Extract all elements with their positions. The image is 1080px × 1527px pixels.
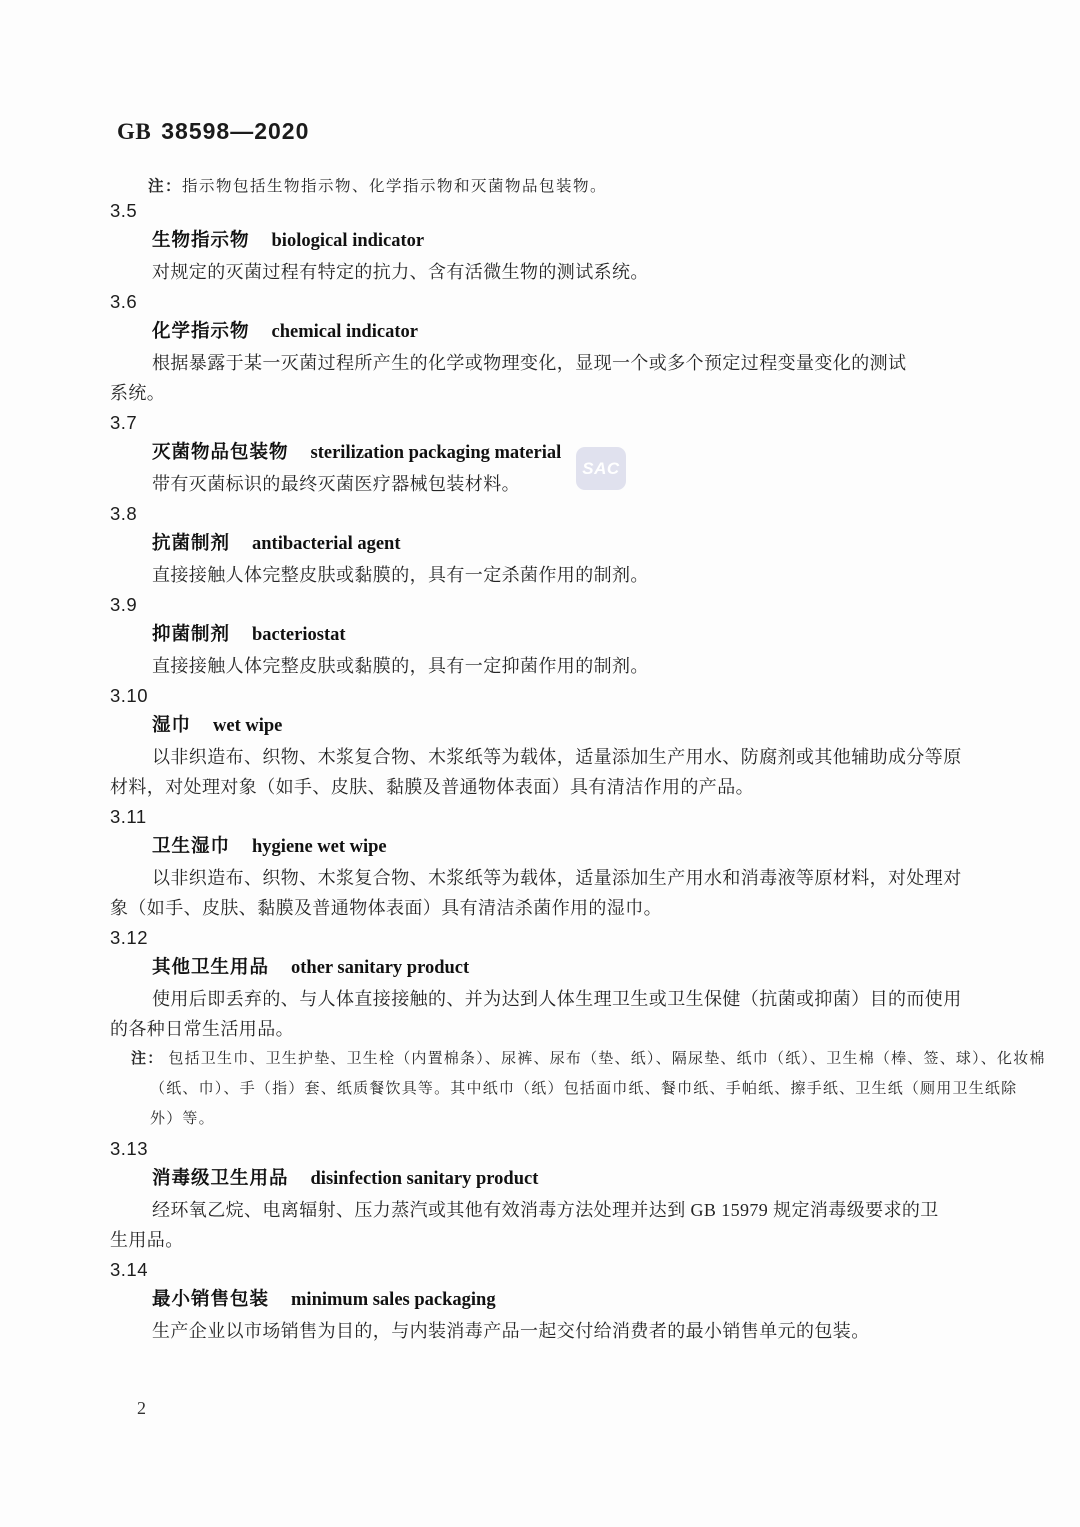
definition-item [110, 287, 968, 408]
term-chinese: 卫生湿巾 [152, 837, 231, 857]
definition-item [110, 802, 968, 923]
term-line [110, 620, 968, 651]
definition-text-line: 以非织造布、织物、木浆复合物、木浆纸等为载体，适量添加生产用水、防腐剂或其他辅助成分等原 [152, 747, 962, 767]
page-number: 2 [137, 1398, 146, 1418]
note-label: 注： [131, 1051, 164, 1067]
definition-item [110, 681, 968, 802]
clause-number: 3.9 [110, 594, 138, 615]
clause-number: 3.8 [110, 503, 138, 524]
clause-number: 3.5 [110, 200, 138, 221]
term-english: disinfection sanitary product [310, 1169, 539, 1189]
term-chinese: 湿巾 [152, 716, 192, 736]
term-english: minimum sales packaging [291, 1290, 496, 1310]
term-line [110, 529, 968, 560]
watermark-text: SAC [582, 458, 620, 478]
standard-prefix: GB [117, 119, 152, 144]
term-english: wet wipe [213, 716, 283, 736]
definition-item [110, 1255, 968, 1346]
term-line [110, 317, 968, 348]
definition-text-line: 对规定的灭菌过程有特定的抗力、含有活微生物的测试系统。 [152, 262, 649, 282]
definition-item [110, 196, 968, 287]
term-chinese: 生物指示物 [152, 231, 250, 251]
term-chinese: 消毒级卫生用品 [152, 1169, 289, 1189]
term-english: other sanitary product [291, 958, 470, 978]
term-line [110, 1285, 968, 1316]
definition-text-line: 根据暴露于某一灭菌过程所产生的化学或物理变化，显现一个或多个预定过程变量变化的测试 [152, 353, 907, 373]
definition-text-line: 的各种日常生活用品。 [110, 1019, 294, 1039]
note-text: 包括卫生巾、卫生护垫、卫生栓（内置棉条）、尿裤、尿布（垫、纸）、隔尿垫、纸巾（纸）、卫生棉（棒、签、球）、化妆棉 [168, 1051, 1046, 1067]
clause-number: 3.7 [110, 412, 138, 433]
clause-number: 3.11 [110, 806, 147, 827]
definition-text-line: 材料，对处理对象（如手、皮肤、黏膜及普通物体表面）具有清洁作用的产品。 [110, 777, 754, 797]
definition-text-line: 直接接触人体完整皮肤或黏膜的，具有一定抑菌作用的制剂。 [152, 656, 649, 676]
term-english: bacteriostat [252, 625, 346, 645]
standard-number-header [117, 118, 309, 145]
definition-item [110, 1134, 968, 1255]
definition-text-line: 系统。 [110, 383, 166, 403]
clause-number: 3.12 [110, 927, 149, 948]
term-english: hygiene wet wipe [252, 837, 387, 857]
definition-text-line: 象（如手、皮肤、黏膜及普通物体表面）具有清洁杀菌作用的湿巾。 [110, 898, 662, 918]
definition-item [110, 923, 1046, 1134]
definition-text-line: 生用品。 [110, 1230, 184, 1250]
definitions-list [110, 196, 1046, 1346]
term-line [110, 953, 968, 984]
term-line [110, 438, 968, 469]
term-english: antibacterial agent [252, 534, 401, 554]
definition-item [110, 499, 968, 590]
definition-text-line: 生产企业以市场销售为目的，与内装消毒产品一起交付给消费者的最小销售单元的包装。 [152, 1321, 870, 1341]
note-label: 注： [148, 178, 183, 195]
clause-note-line [110, 1044, 1046, 1074]
term-chinese: 最小销售包装 [152, 1290, 270, 1310]
clause-number: 3.14 [110, 1259, 149, 1280]
definition-item [110, 590, 968, 681]
term-line [110, 1164, 968, 1195]
term-chinese: 其他卫生用品 [152, 958, 270, 978]
clause-number: 3.10 [110, 685, 149, 706]
term-english: biological indicator [271, 231, 425, 251]
definition-text-line: 使用后即丢弃的、与人体直接接触的、并为达到人体生理卫生或卫生保健（抗菌或抑菌）目的而使用 [152, 989, 962, 1009]
definition-text-line: 带有灭菌标识的最终灭菌医疗器械包装材料。 [152, 474, 520, 494]
term-chinese: 抗菌制剂 [152, 534, 231, 554]
term-line [110, 226, 968, 257]
term-chinese: 抑菌制剂 [152, 625, 231, 645]
term-line [110, 832, 968, 863]
term-english: chemical indicator [271, 322, 418, 342]
clause-number: 3.13 [110, 1138, 149, 1159]
definition-text-line: 经环氧乙烷、电离辐射、压力蒸汽或其他有效消毒方法处理并达到 GB 15979 规定消毒级要求的卫 [152, 1200, 939, 1220]
definition-text-line: 以非织造布、织物、木浆复合物、木浆纸等为载体，适量添加生产用水和消毒液等原材料，对处理对 [152, 868, 962, 888]
term-line [110, 711, 968, 742]
note-text: 指示物包括生物指示物、化学指示物和灭菌物品包装物。 [182, 178, 608, 195]
clause-note-line: （纸、巾）、手（指）套、纸质餐饮具等。其中纸巾（纸）包括面巾纸、餐巾纸、手帕纸、擦手纸、卫生纸（厕用卫生纸除 [150, 1081, 1018, 1097]
definition-text-line: 直接接触人体完整皮肤或黏膜的，具有一定杀菌作用的制剂。 [152, 565, 649, 585]
term-chinese: 化学指示物 [152, 322, 250, 342]
standard-code: 38598—2020 [161, 118, 310, 144]
clause-number: 3.6 [110, 291, 138, 312]
carryover-note [148, 176, 607, 198]
term-english: sterilization packaging material [310, 443, 562, 463]
definition-item [110, 408, 968, 499]
term-chinese: 灭菌物品包装物 [152, 443, 289, 463]
clause-note-line: 外）等。 [150, 1111, 215, 1127]
